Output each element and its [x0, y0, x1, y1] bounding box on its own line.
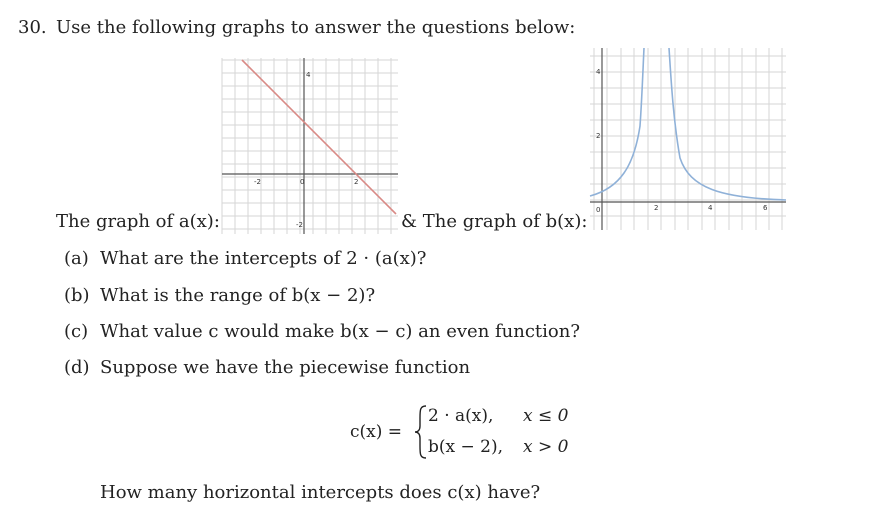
question-c-text: What value c would make b(x − c) an even function? — [100, 321, 581, 342]
question-b-label: (b) — [64, 285, 90, 306]
question-b-text: What is the range of b(x − 2)? — [100, 285, 376, 306]
graph-b — [590, 48, 786, 230]
graph-a — [222, 58, 398, 234]
piecewise-case1-expr: 2 · a(x), — [428, 406, 494, 426]
graph-b-xtick-0: 0 — [596, 206, 601, 214]
question-a-text: What are the intercepts of 2 · (a(x)? — [100, 248, 427, 269]
question-a-label: (a) — [64, 248, 89, 269]
problem-prompt: Use the following graphs to answer the questions below: — [56, 17, 576, 38]
graph-b-xtick-6: 6 — [763, 204, 768, 212]
graph-a-label-text: The graph of a(x): — [56, 211, 220, 232]
problem-number: 30. — [18, 17, 47, 38]
graph-a-ytick-neg2: -2 — [296, 221, 303, 229]
piecewise-case2-expr: b(x − 2), — [428, 437, 504, 457]
graph-b-ytick-4: 4 — [596, 68, 601, 76]
final-question: How many horizontal intercepts does c(x) have? — [100, 482, 541, 503]
question-c-label: (c) — [64, 321, 89, 342]
question-d-label: (d) — [64, 357, 90, 378]
question-d-text: Suppose we have the piecewise function — [100, 357, 471, 378]
graph-b-xtick-4: 4 — [708, 204, 713, 212]
graph-b-ytick-2: 2 — [596, 132, 601, 140]
graph-b-label-text: & The graph of b(x): — [401, 211, 588, 232]
graph-b-xtick-2: 2 — [654, 204, 659, 212]
piecewise-brace — [414, 404, 428, 460]
graph-a-xtick-0: 0 — [300, 178, 305, 186]
graph-a-xtick-neg2: -2 — [254, 178, 261, 186]
piecewise-lhs: c(x) = — [350, 422, 403, 442]
graph-a-grid — [222, 58, 398, 234]
graph-a-ytick-4: 4 — [306, 71, 311, 79]
piecewise-case1-cond: x ≤ 0 — [523, 406, 569, 426]
piecewise-case2-cond: x > 0 — [523, 437, 569, 457]
graph-b-label — [401, 211, 587, 233]
graph-a-xtick-2: 2 — [354, 178, 359, 186]
graph-b-grid — [590, 48, 786, 230]
graph-a-line — [242, 60, 396, 214]
graph-a-label — [56, 211, 220, 233]
graph-b-right-branch — [669, 48, 786, 200]
